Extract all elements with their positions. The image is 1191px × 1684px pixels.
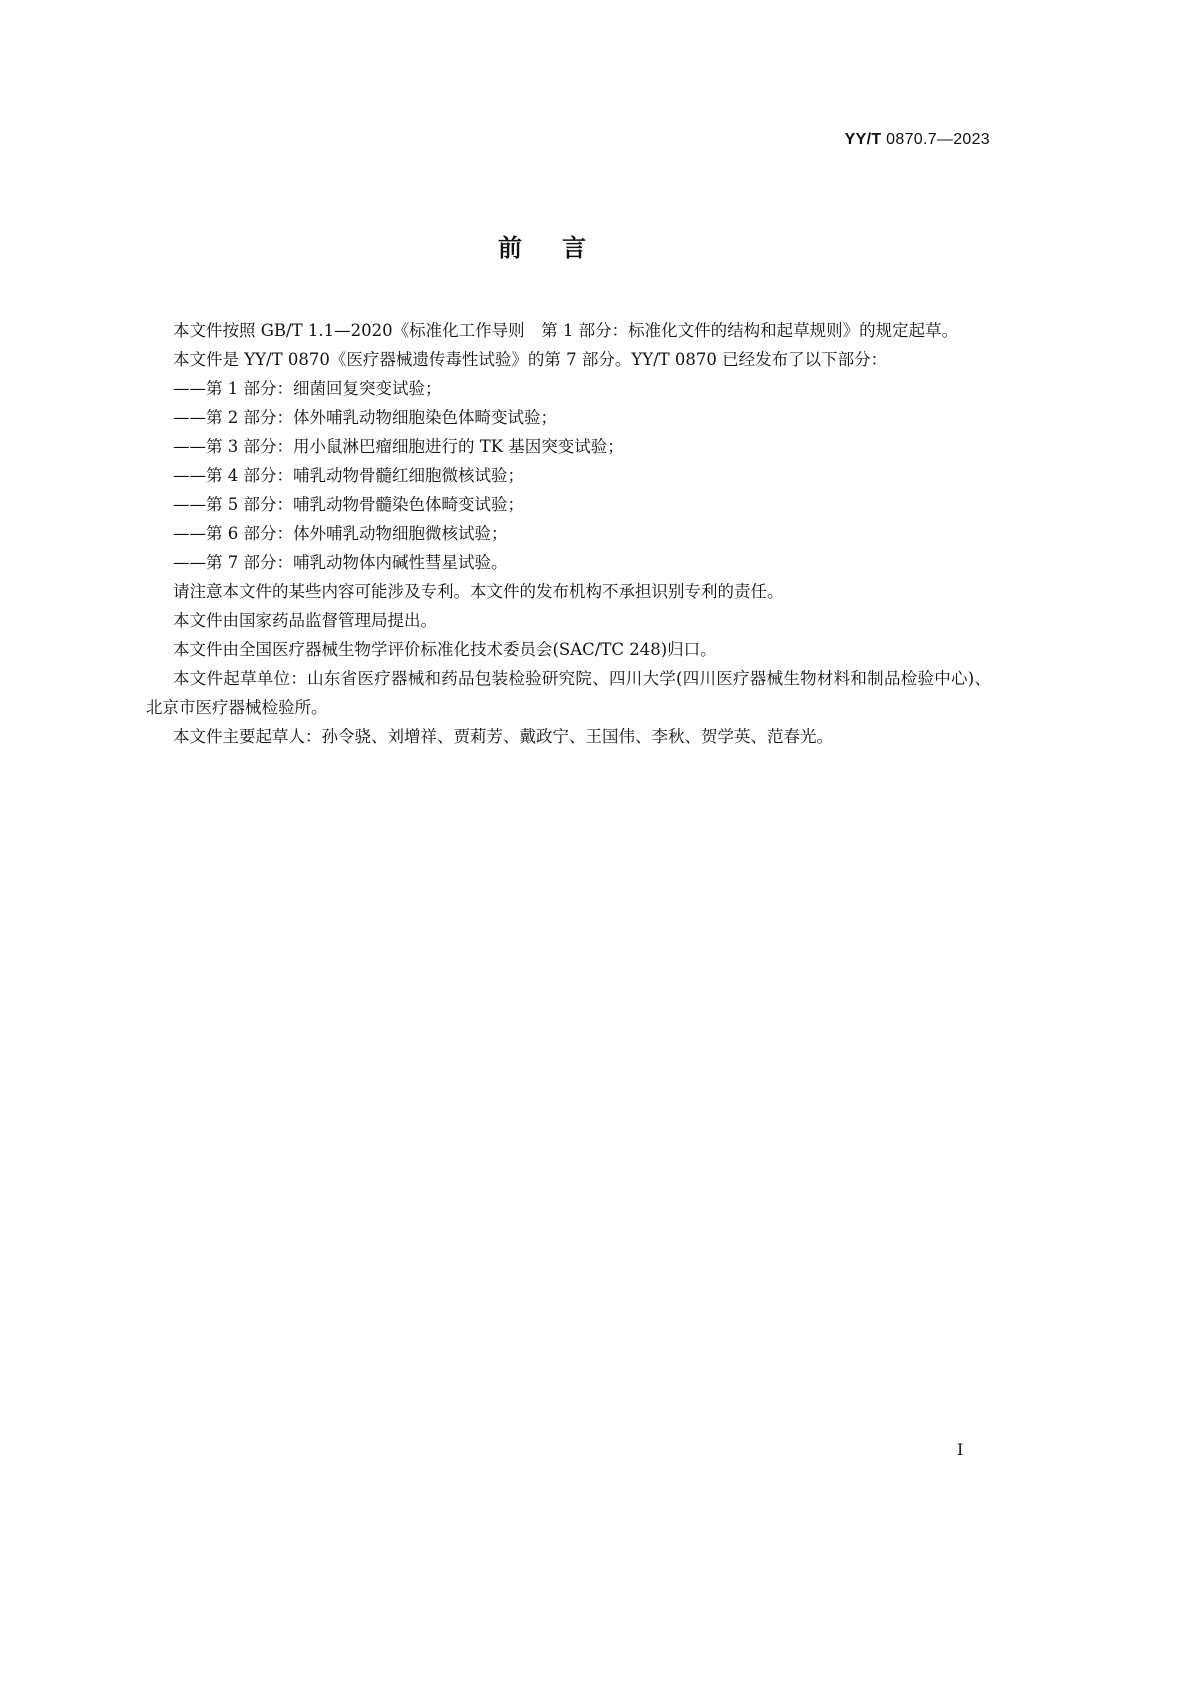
page-title: 前言: [498, 234, 626, 262]
foreword-body: [146, 316, 991, 751]
paragraph: 本文件由全国医疗器械生物学评价标准化技术委员会(SAC/TC 248)归口。: [173, 640, 717, 659]
list-item: ——第 7 部分：哺乳动物体内碱性彗星试验。: [173, 553, 508, 572]
paragraph: 请注意本文件的某些内容可能涉及专利。本文件的发布机构不承担识别专利的责任。: [173, 582, 784, 601]
document-code-header: [845, 131, 990, 149]
list-item: ——第 6 部分：体外哺乳动物细胞微核试验；: [173, 524, 508, 543]
standard-number: 0870.7—2023: [881, 131, 990, 148]
paragraph: 本文件按照 GB/T 1.1—2020《标准化工作导则 第 1 部分：标准化文件的结构和起草规则》的规定起草。: [173, 321, 959, 340]
paragraph: 本文件起草单位：山东省医疗器械和药品包装检验研究院、四川大学(四川医疗器械生物材料和制品检验中心)、北京市医疗器械检验所。: [146, 669, 991, 717]
list-item: ——第 4 部分：哺乳动物骨髓红细胞微核试验；: [173, 466, 524, 485]
paragraph: 本文件是 YY/T 0870《医疗器械遗传毒性试验》的第 7 部分。YY/T 0870 已经发布了以下部分：: [173, 350, 888, 369]
standard-prefix: YY/T: [844, 131, 882, 148]
paragraph: 本文件由国家药品监督管理局提出。: [173, 611, 437, 630]
list-item: ——第 5 部分：哺乳动物骨髓染色体畸变试验；: [173, 495, 524, 514]
list-item: ——第 1 部分：细菌回复突变试验；: [173, 379, 442, 398]
page-number: I: [957, 1440, 964, 1459]
list-item: ——第 2 部分：体外哺乳动物细胞染色体畸变试验；: [173, 408, 557, 427]
paragraph: 本文件主要起草人：孙令骁、刘增祥、贾莉芳、戴政宁、王国伟、李秋、贺学英、范春光。: [173, 727, 833, 746]
list-item: ——第 3 部分：用小鼠淋巴瘤细胞进行的 TK 基因突变试验；: [173, 437, 624, 456]
